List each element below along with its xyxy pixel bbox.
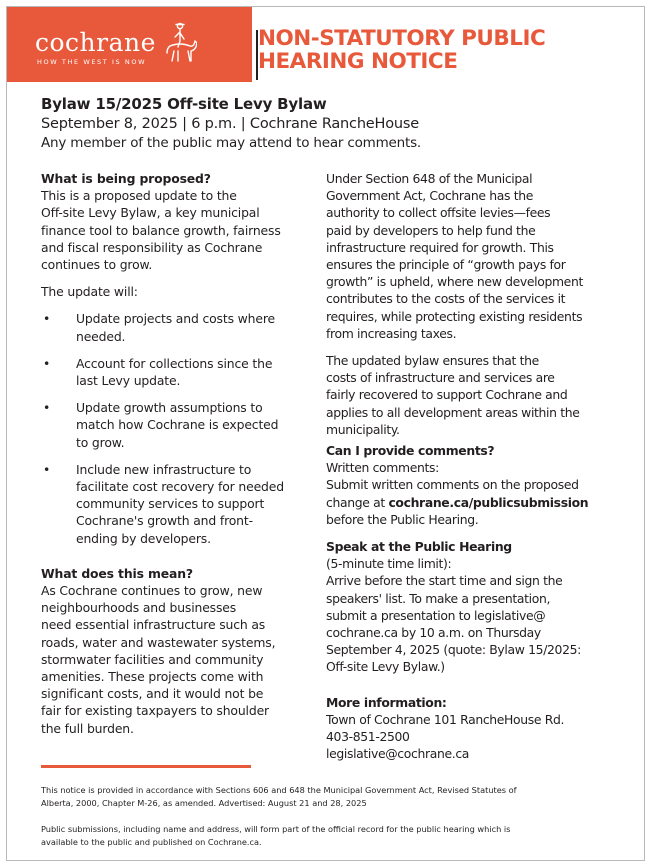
legal-notice (41, 784, 606, 811)
paragraph-line: significant costs, and it would not be (41, 686, 264, 702)
proposed-paragraph (41, 187, 306, 273)
paragraph-line: from increasing taxes. (326, 325, 457, 341)
bullet-icon: • (43, 461, 51, 477)
paragraph-line: continues to grow. (41, 257, 153, 273)
paragraph-line: the full burden. (41, 720, 134, 736)
paragraph-line: speakers' list. To make a presentation, (326, 590, 551, 606)
paragraph-line: As Cochrane continues to grow, new (41, 583, 263, 599)
notice-title-line1: NON-STATUTORY PUBLIC (258, 26, 546, 51)
written-comments-line: before the Public Hearing. (326, 511, 479, 527)
speak-paragraph (326, 555, 626, 675)
update-intro: The update will: (41, 284, 138, 300)
bullet-line: to grow. (76, 434, 125, 450)
bullet-line: Update projects and costs where (76, 311, 275, 327)
left-column (41, 170, 306, 737)
attendance-note: Any member of the public may attend to hear comments. (41, 135, 422, 151)
cochrane-logo (7, 7, 252, 82)
hearing-date-location: September 8, 2025 | 6 p.m. | Cochrane RancheHouse (41, 116, 419, 132)
bullet-item (41, 310, 306, 344)
bullet-line: ending by developers. (76, 530, 211, 546)
bylaw-heading: Bylaw 15/2025 Off-site Levy Bylaw (41, 95, 327, 113)
bullet-line: last Levy update. (76, 373, 181, 389)
paragraph-line: authority to collect offsite levies—fees (326, 205, 551, 221)
more-info-heading: More information: (326, 694, 447, 710)
legal-notice-line: Alberta, 2000, Chapter M-26, as amended. Advertised: August 21 and 28, 2025 (41, 798, 367, 809)
logo-wordmark: cochrane (35, 28, 156, 57)
bullet-line: facilitate cost recovery for needed (76, 479, 284, 495)
bullet-line: match how Cochrane is expected (76, 417, 279, 433)
paragraph-line: This is a proposed update to the (41, 188, 237, 204)
proposed-heading: What is being proposed? (41, 171, 211, 186)
paragraph-line: fairly recovered to support Cochrane and (326, 387, 568, 403)
bullet-item (41, 461, 306, 547)
paragraph-line: finance tool to balance growth, fairness (41, 222, 281, 238)
privacy-notice-line: Public submissions, including name and address, will form part of the official record for the public hearing which is (41, 824, 511, 834)
written-comments-label: Written comments: (326, 460, 439, 476)
written-comments-prefix: change at (326, 494, 389, 510)
paragraph-line: Arrive before the start time and sign the (326, 573, 563, 589)
paragraph-line: neighbourhoods and businesses (41, 600, 237, 616)
levy-authority-paragraph (326, 170, 626, 342)
paragraph-line: ensures the principle of “growth pays for (326, 257, 566, 273)
paragraph-line: applies to all development areas within the (326, 404, 580, 420)
paragraph-line: cochrane.ca by 10 a.m. on Thursday (326, 625, 541, 641)
paragraph-line: Under Section 648 of the Municipal (326, 171, 533, 186)
meaning-heading: What does this mean? (41, 565, 193, 581)
paragraph-line: roads, water and wastewater systems, (41, 634, 276, 650)
updated-bylaw-paragraph (326, 352, 626, 438)
paragraph-line: requires, while protecting existing residents (326, 308, 583, 324)
paragraph-line: (5-minute time limit): (326, 556, 452, 572)
paragraph-line: stormwater facilities and community (41, 651, 264, 667)
notice-title-line2: HEARING NOTICE (258, 49, 458, 74)
bullet-line: Update growth assumptions to (76, 400, 263, 416)
paragraph-line: Off-site Levy Bylaw.) (326, 659, 445, 675)
bullet-item (41, 355, 306, 389)
paragraph-line: Off-site Levy Bylaw, a key municipal (41, 205, 260, 221)
contact-email[interactable]: legislative@cochrane.ca (326, 746, 470, 762)
written-comments-line: Submit written comments on the proposed (326, 477, 579, 493)
written-comments-line (326, 494, 626, 511)
speak-heading: Speak at the Public Hearing (326, 539, 512, 555)
logo-tagline: HOW THE WEST IS NOW (37, 58, 147, 66)
public-submission-link[interactable]: cochrane.ca/publicsubmission (388, 494, 589, 510)
paragraph-line: The updated bylaw ensures that the (326, 353, 539, 369)
paragraph-line: contributes to the costs of the services it (326, 291, 566, 307)
paragraph-line: municipality. (326, 421, 400, 437)
paragraph-line: Government Act, Cochrane has the (326, 188, 533, 204)
contact-phone: 403-851-2500 (326, 729, 410, 745)
right-column (326, 170, 626, 763)
paragraph-line: submit a presentation to legislative@ (326, 607, 546, 623)
contact-address: Town of Cochrane 101 RancheHouse Rd. (326, 711, 565, 727)
bullet-line: needed. (76, 328, 126, 344)
bullet-icon: • (43, 311, 51, 327)
paragraph-line: infrastructure required for growth. This (326, 239, 554, 255)
paragraph-line: amenities. These projects come with (41, 669, 264, 685)
paragraph-line: need essential infrastructure such as (41, 617, 266, 633)
bullet-line: Account for collections since the (76, 355, 273, 371)
legal-notice-line: This notice is provided in accordance with Sections 606 and 648 the Municipal Government Act, Revised Statutes of (41, 785, 517, 795)
privacy-notice (41, 823, 606, 850)
paragraph-line: costs of infrastructure and services are (326, 370, 555, 386)
paragraph-line: growth” is upheld, where new development (326, 274, 583, 290)
paragraph-line: and fiscal responsibility as Cochrane (41, 239, 263, 255)
paragraph-line: fair for existing taxpayers to shoulder (41, 703, 269, 719)
bullet-icon: • (43, 400, 51, 416)
bullet-icon: • (43, 355, 51, 371)
bullet-line: community services to support (76, 496, 265, 512)
privacy-notice-line: available to the public and published on Cochrane.ca. (41, 837, 262, 848)
paragraph-line: paid by developers to help fund the (326, 222, 536, 238)
bullet-item (41, 399, 306, 451)
bullet-line: Include new infrastructure to (76, 461, 252, 477)
paragraph-line: September 4, 2025 (quote: Bylaw 15/2025: (326, 642, 581, 658)
meaning-paragraph (41, 582, 306, 737)
notice-title (258, 27, 545, 73)
bullet-line: Cochrane's growth and front- (76, 513, 253, 529)
horse-rider-icon (165, 21, 197, 67)
accent-rule (41, 765, 251, 768)
comments-heading: Can I provide comments? (326, 443, 495, 459)
